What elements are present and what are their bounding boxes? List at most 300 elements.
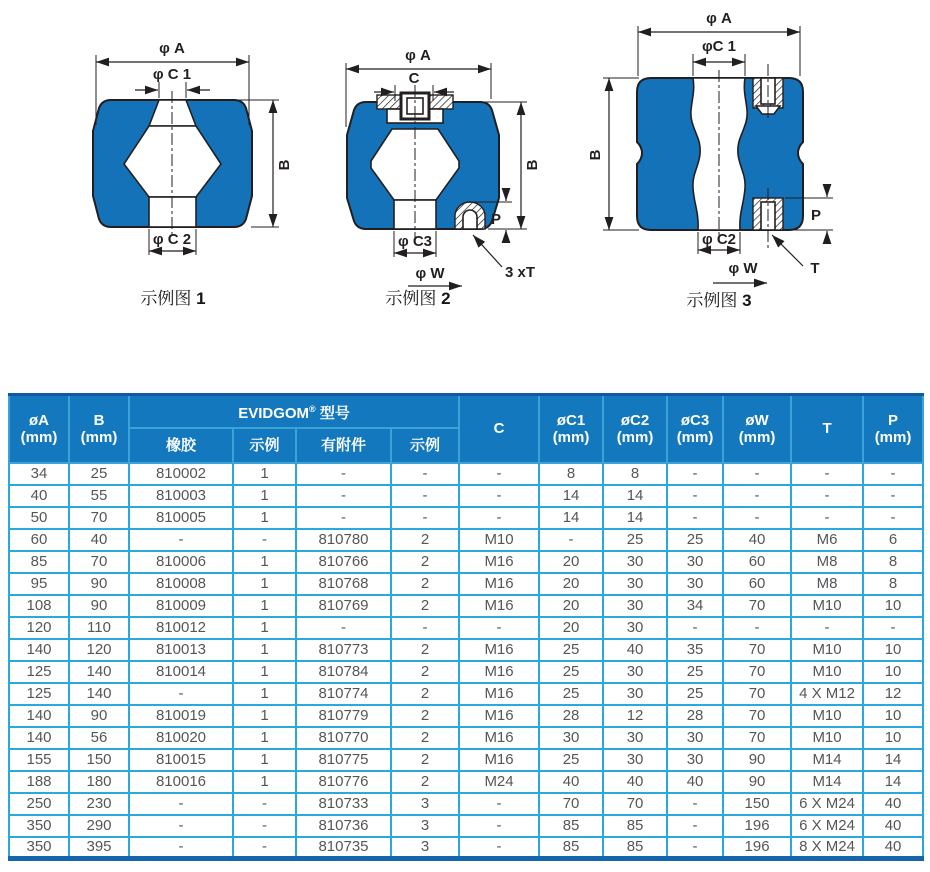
table-cell: 70 bbox=[69, 551, 129, 573]
table-cell: 810002 bbox=[129, 463, 233, 485]
table-cell: 350 bbox=[9, 837, 69, 859]
table-row bbox=[9, 793, 923, 815]
col-header-oc1 bbox=[539, 395, 603, 463]
col-header-p bbox=[863, 395, 923, 463]
table-cell: 2 bbox=[391, 551, 459, 573]
table-cell: 40 bbox=[863, 837, 923, 859]
table-cell: 25 bbox=[69, 463, 129, 485]
table-cell: - bbox=[129, 683, 233, 705]
table-cell: 1 bbox=[233, 749, 296, 771]
table-cell: 30 bbox=[603, 595, 667, 617]
table-cell: 155 bbox=[9, 749, 69, 771]
table-cell: 10 bbox=[863, 705, 923, 727]
table-cell: 108 bbox=[9, 595, 69, 617]
table-cell: - bbox=[863, 507, 923, 529]
table-cell: 85 bbox=[9, 551, 69, 573]
table-cell: 30 bbox=[603, 683, 667, 705]
dim-label-c: C bbox=[408, 70, 420, 87]
table-cell: 60 bbox=[723, 551, 791, 573]
table-row bbox=[9, 705, 923, 727]
table-cell: 34 bbox=[667, 595, 723, 617]
col-label: øC3 bbox=[680, 411, 710, 429]
table-cell: 30 bbox=[539, 727, 603, 749]
table-cell: 810020 bbox=[129, 727, 233, 749]
col-header-ow bbox=[723, 395, 791, 463]
registered-mark: ® bbox=[309, 403, 316, 414]
table-cell: 30 bbox=[667, 749, 723, 771]
dim-label-c1: φ C 1 bbox=[152, 66, 192, 83]
table-cell: 25 bbox=[667, 683, 723, 705]
table-cell: 1 bbox=[233, 617, 296, 639]
table-cell: 2 bbox=[391, 595, 459, 617]
dim-label-b: B bbox=[276, 159, 293, 171]
table-cell: 70 bbox=[723, 661, 791, 683]
table-cell: - bbox=[233, 837, 296, 859]
table-cell: - bbox=[667, 617, 723, 639]
col-label: øC1 bbox=[556, 411, 586, 429]
table-cell: - bbox=[296, 507, 391, 529]
table-cell: 85 bbox=[603, 815, 667, 837]
table-cell: 50 bbox=[9, 507, 69, 529]
table-cell: - bbox=[233, 793, 296, 815]
col-header-oc3 bbox=[667, 395, 723, 463]
table-cell: 20 bbox=[539, 617, 603, 639]
col-unit: (mm) bbox=[676, 428, 714, 446]
table-cell: M14 bbox=[791, 771, 863, 793]
table-cell: 230 bbox=[69, 793, 129, 815]
table-cell: 8 bbox=[863, 551, 923, 573]
col-unit: (mm) bbox=[80, 428, 118, 446]
subcol-header-example1: 示例 bbox=[233, 428, 296, 463]
table-cell: - bbox=[667, 463, 723, 485]
col-unit: (mm) bbox=[616, 428, 654, 446]
dim-label-w: φ W bbox=[728, 260, 758, 277]
col-header-t bbox=[791, 395, 863, 463]
table-cell: 810784 bbox=[296, 661, 391, 683]
table-cell: M16 bbox=[459, 683, 539, 705]
table-cell: 25 bbox=[539, 661, 603, 683]
table-row bbox=[9, 485, 923, 507]
table-cell: 20 bbox=[539, 595, 603, 617]
table-row bbox=[9, 749, 923, 771]
table-cell: - bbox=[791, 485, 863, 507]
table-cell: 70 bbox=[603, 793, 667, 815]
table-cell: M16 bbox=[459, 661, 539, 683]
table-cell: 30 bbox=[667, 551, 723, 573]
diagram-3-caption: 示例图 3 bbox=[686, 291, 752, 310]
table-cell: 30 bbox=[667, 727, 723, 749]
table-cell: 125 bbox=[9, 661, 69, 683]
table-cell: 70 bbox=[723, 727, 791, 749]
diagram-1 bbox=[55, 5, 305, 315]
diagram-1-caption: 示例图 1 bbox=[140, 289, 206, 308]
col-label: C bbox=[493, 420, 505, 438]
table-cell: 140 bbox=[9, 705, 69, 727]
table-cell: 140 bbox=[9, 727, 69, 749]
table-cell: M8 bbox=[791, 551, 863, 573]
col-header-b bbox=[69, 395, 129, 463]
table-cell: 140 bbox=[69, 661, 129, 683]
table-cell: 2 bbox=[391, 749, 459, 771]
table-cell: 810013 bbox=[129, 639, 233, 661]
table-cell: 25 bbox=[603, 529, 667, 551]
table-cell: - bbox=[667, 485, 723, 507]
table-cell: 810780 bbox=[296, 529, 391, 551]
table-cell: 10 bbox=[863, 595, 923, 617]
diagram-3 bbox=[585, 0, 915, 320]
table-cell: 30 bbox=[603, 749, 667, 771]
table-cell: 28 bbox=[667, 705, 723, 727]
dim-label-c2: φ C 2 bbox=[152, 231, 192, 248]
table-cell: 2 bbox=[391, 771, 459, 793]
table-cell: - bbox=[296, 463, 391, 485]
table-cell: - bbox=[391, 485, 459, 507]
table-cell: - bbox=[723, 617, 791, 639]
table-cell: 810779 bbox=[296, 705, 391, 727]
table-cell: 120 bbox=[9, 617, 69, 639]
table-cell: 810009 bbox=[129, 595, 233, 617]
table-cell: 810774 bbox=[296, 683, 391, 705]
table-row bbox=[9, 529, 923, 551]
table-cell: 40 bbox=[9, 485, 69, 507]
table-cell: 85 bbox=[539, 815, 603, 837]
table-cell: 2 bbox=[391, 683, 459, 705]
table-cell: 6 X M24 bbox=[791, 815, 863, 837]
table-cell: 40 bbox=[667, 771, 723, 793]
dim-label-p: P bbox=[810, 207, 822, 224]
table-cell: 55 bbox=[69, 485, 129, 507]
table-cell: M16 bbox=[459, 573, 539, 595]
table-cell: 810003 bbox=[129, 485, 233, 507]
table-cell: 140 bbox=[69, 683, 129, 705]
table-row bbox=[9, 683, 923, 705]
table-cell: 810016 bbox=[129, 771, 233, 793]
table-cell: 3 bbox=[391, 793, 459, 815]
table-cell: 140 bbox=[9, 639, 69, 661]
table-cell: 1 bbox=[233, 573, 296, 595]
table-cell: - bbox=[129, 793, 233, 815]
table-cell: 30 bbox=[603, 661, 667, 683]
table-cell: 150 bbox=[69, 749, 129, 771]
col-label: øW bbox=[745, 411, 769, 429]
dim-label-c2: φ C2 bbox=[701, 231, 737, 248]
table-cell: 6 bbox=[863, 529, 923, 551]
brand-name: EVIDGOM bbox=[238, 404, 310, 422]
table-cell: M16 bbox=[459, 749, 539, 771]
table-cell: 14 bbox=[603, 485, 667, 507]
col-unit: (mm) bbox=[552, 428, 590, 446]
dim-label-a: φ A bbox=[706, 10, 732, 27]
table-cell: M14 bbox=[791, 749, 863, 771]
table-row bbox=[9, 507, 923, 529]
table-cell: - bbox=[791, 463, 863, 485]
leader-t bbox=[473, 235, 502, 267]
diagram-2-caption: 示例图 2 bbox=[385, 289, 451, 308]
table-cell: 40 bbox=[863, 815, 923, 837]
table-cell: 25 bbox=[539, 683, 603, 705]
table-cell: 14 bbox=[863, 749, 923, 771]
table-cell: 60 bbox=[723, 573, 791, 595]
table-cell: 30 bbox=[667, 573, 723, 595]
table-cell: 70 bbox=[723, 639, 791, 661]
table-cell: 14 bbox=[539, 485, 603, 507]
table-cell: M16 bbox=[459, 727, 539, 749]
table-cell: 70 bbox=[539, 793, 603, 815]
table-cell: M10 bbox=[791, 727, 863, 749]
spec-table-wrap bbox=[8, 393, 922, 861]
table-cell: 25 bbox=[667, 529, 723, 551]
table-cell: 8 bbox=[863, 573, 923, 595]
table-cell: 28 bbox=[539, 705, 603, 727]
col-header-oa bbox=[9, 395, 69, 463]
table-cell: - bbox=[296, 617, 391, 639]
table-cell: 10 bbox=[863, 639, 923, 661]
table-cell: 25 bbox=[539, 639, 603, 661]
table-row bbox=[9, 463, 923, 485]
table-cell: 3 bbox=[391, 815, 459, 837]
table-cell: 40 bbox=[69, 529, 129, 551]
table-cell: 8 bbox=[603, 463, 667, 485]
table-cell: 90 bbox=[69, 705, 129, 727]
table-cell: 810773 bbox=[296, 639, 391, 661]
table-cell: 12 bbox=[603, 705, 667, 727]
table-cell: - bbox=[459, 793, 539, 815]
table-cell: M10 bbox=[791, 595, 863, 617]
table-cell: - bbox=[791, 617, 863, 639]
table-cell: 14 bbox=[863, 771, 923, 793]
subcol-header-with-attachment: 有附件 bbox=[296, 428, 391, 463]
table-cell: 2 bbox=[391, 661, 459, 683]
table-cell: - bbox=[233, 529, 296, 551]
dim-label-w: φ W bbox=[415, 265, 445, 282]
table-cell: M16 bbox=[459, 705, 539, 727]
table-cell: 90 bbox=[723, 771, 791, 793]
table-cell: 1 bbox=[233, 705, 296, 727]
table-cell: 70 bbox=[723, 705, 791, 727]
table-cell: 1 bbox=[233, 661, 296, 683]
table-cell: 2 bbox=[391, 573, 459, 595]
table-cell: 6 X M24 bbox=[791, 793, 863, 815]
table-cell: - bbox=[391, 507, 459, 529]
table-header bbox=[9, 395, 923, 463]
table-cell: 1 bbox=[233, 507, 296, 529]
table-cell: 810006 bbox=[129, 551, 233, 573]
table-cell: 810769 bbox=[296, 595, 391, 617]
col-label: B bbox=[93, 411, 105, 429]
table-row bbox=[9, 595, 923, 617]
table-cell: 350 bbox=[9, 815, 69, 837]
table-cell: 810019 bbox=[129, 705, 233, 727]
table-cell: 1 bbox=[233, 771, 296, 793]
table-cell: - bbox=[863, 463, 923, 485]
table-cell: 90 bbox=[69, 595, 129, 617]
table-row bbox=[9, 771, 923, 793]
table-cell: 12 bbox=[863, 683, 923, 705]
table-cell: - bbox=[296, 485, 391, 507]
table-cell: - bbox=[723, 485, 791, 507]
table-cell: 90 bbox=[723, 749, 791, 771]
table-cell: 810014 bbox=[129, 661, 233, 683]
table-cell: 40 bbox=[539, 771, 603, 793]
table-cell: 810736 bbox=[296, 815, 391, 837]
table-cell: 2 bbox=[391, 727, 459, 749]
table-cell: - bbox=[129, 837, 233, 859]
table-cell: - bbox=[667, 507, 723, 529]
table-cell: 810775 bbox=[296, 749, 391, 771]
table-cell: 95 bbox=[9, 573, 69, 595]
diagram-strip bbox=[0, 0, 930, 388]
table-cell: 250 bbox=[9, 793, 69, 815]
table-cell: M10 bbox=[459, 529, 539, 551]
table-cell: - bbox=[233, 815, 296, 837]
table-cell: 810733 bbox=[296, 793, 391, 815]
table-cell: 40 bbox=[603, 771, 667, 793]
table-cell: - bbox=[459, 507, 539, 529]
table-cell: 14 bbox=[603, 507, 667, 529]
table-cell: 25 bbox=[539, 749, 603, 771]
table-cell: 180 bbox=[69, 771, 129, 793]
table-cell: 56 bbox=[69, 727, 129, 749]
table-row bbox=[9, 815, 923, 837]
dim-label-t: 3 xT bbox=[504, 264, 536, 281]
table-cell: 85 bbox=[603, 837, 667, 859]
table-cell: 188 bbox=[9, 771, 69, 793]
col-unit: (mm) bbox=[738, 428, 776, 446]
table-cell: 20 bbox=[539, 573, 603, 595]
table-cell: - bbox=[667, 837, 723, 859]
table-cell: 1 bbox=[233, 485, 296, 507]
table-cell: 810768 bbox=[296, 573, 391, 595]
table-cell: - bbox=[459, 837, 539, 859]
table-cell: 20 bbox=[539, 551, 603, 573]
table-row bbox=[9, 617, 923, 639]
table-cell: 2 bbox=[391, 639, 459, 661]
table-cell: 10 bbox=[863, 727, 923, 749]
table-cell: - bbox=[391, 617, 459, 639]
table-cell: 70 bbox=[723, 595, 791, 617]
table-cell: 40 bbox=[863, 793, 923, 815]
table-row bbox=[9, 573, 923, 595]
table-cell: - bbox=[539, 529, 603, 551]
table-cell: - bbox=[459, 463, 539, 485]
table-cell: - bbox=[459, 485, 539, 507]
table-cell: 2 bbox=[391, 705, 459, 727]
spec-table bbox=[8, 393, 924, 861]
dim-label-t: T bbox=[810, 260, 820, 277]
table-cell: 810770 bbox=[296, 727, 391, 749]
table-cell: - bbox=[863, 617, 923, 639]
table-cell: 85 bbox=[539, 837, 603, 859]
table-cell: - bbox=[863, 485, 923, 507]
table-cell: 290 bbox=[69, 815, 129, 837]
table-row bbox=[9, 727, 923, 749]
table-cell: 125 bbox=[9, 683, 69, 705]
table-cell: - bbox=[667, 793, 723, 815]
table-cell: 70 bbox=[723, 683, 791, 705]
table-cell: 8 bbox=[539, 463, 603, 485]
table-cell: 196 bbox=[723, 837, 791, 859]
col-header-evidgom-group bbox=[129, 395, 459, 428]
table-cell: 3 bbox=[391, 837, 459, 859]
col-label: P bbox=[888, 411, 899, 429]
table-cell: 1 bbox=[233, 463, 296, 485]
table-cell: 1 bbox=[233, 683, 296, 705]
table-cell: M16 bbox=[459, 639, 539, 661]
diagram-2 bbox=[330, 5, 590, 315]
table-cell: 810005 bbox=[129, 507, 233, 529]
table-cell: 30 bbox=[603, 727, 667, 749]
table-row bbox=[9, 551, 923, 573]
table-cell: 395 bbox=[69, 837, 129, 859]
table-cell: 810766 bbox=[296, 551, 391, 573]
table-cell: M16 bbox=[459, 595, 539, 617]
table-cell: 810008 bbox=[129, 573, 233, 595]
table-cell: - bbox=[459, 815, 539, 837]
dim-label-b: B bbox=[587, 149, 604, 161]
table-cell: - bbox=[391, 463, 459, 485]
col-header-oc2 bbox=[603, 395, 667, 463]
table-cell: 1 bbox=[233, 595, 296, 617]
subcol-header-example2: 示例 bbox=[391, 428, 459, 463]
table-row bbox=[9, 661, 923, 683]
table-cell: 120 bbox=[69, 639, 129, 661]
dim-label-b: B bbox=[524, 159, 541, 171]
table-cell: 1 bbox=[233, 639, 296, 661]
dim-label-a: φ A bbox=[405, 47, 431, 64]
table-cell: 30 bbox=[603, 551, 667, 573]
table-cell: - bbox=[723, 463, 791, 485]
table-cell: M24 bbox=[459, 771, 539, 793]
table-cell: 60 bbox=[9, 529, 69, 551]
table-cell: 4 X M12 bbox=[791, 683, 863, 705]
table-cell: 196 bbox=[723, 815, 791, 837]
table-cell: 30 bbox=[603, 573, 667, 595]
table-cell: - bbox=[129, 815, 233, 837]
table-cell: 810012 bbox=[129, 617, 233, 639]
leader-t bbox=[772, 235, 803, 266]
table-cell: - bbox=[129, 529, 233, 551]
table-cell: 35 bbox=[667, 639, 723, 661]
col-label: øA bbox=[29, 411, 49, 429]
table-row bbox=[9, 639, 923, 661]
table-cell: 110 bbox=[69, 617, 129, 639]
col-unit: (mm) bbox=[874, 428, 912, 446]
table-cell: 40 bbox=[603, 639, 667, 661]
flange-hatched-left bbox=[377, 95, 401, 109]
side-hole-slot bbox=[463, 210, 477, 229]
table-cell: 25 bbox=[667, 661, 723, 683]
table-cell: 810776 bbox=[296, 771, 391, 793]
table-cell: M6 bbox=[791, 529, 863, 551]
col-header-c bbox=[459, 395, 539, 463]
table-cell: M8 bbox=[791, 573, 863, 595]
table-cell: 8 X M24 bbox=[791, 837, 863, 859]
table-cell: - bbox=[723, 507, 791, 529]
table-cell: - bbox=[459, 617, 539, 639]
table-cell: M10 bbox=[791, 705, 863, 727]
dim-label-a: φ A bbox=[159, 40, 185, 57]
table-cell: 1 bbox=[233, 551, 296, 573]
subcol-header-rubber: 橡胶 bbox=[129, 428, 233, 463]
table-cell: - bbox=[667, 815, 723, 837]
group-suffix: 型号 bbox=[315, 404, 350, 422]
col-label: T bbox=[822, 420, 832, 438]
dim-label-c1: φC 1 bbox=[701, 38, 737, 55]
table-cell: 150 bbox=[723, 793, 791, 815]
table-cell: 34 bbox=[9, 463, 69, 485]
table-cell: 70 bbox=[69, 507, 129, 529]
table-cell: 30 bbox=[603, 617, 667, 639]
